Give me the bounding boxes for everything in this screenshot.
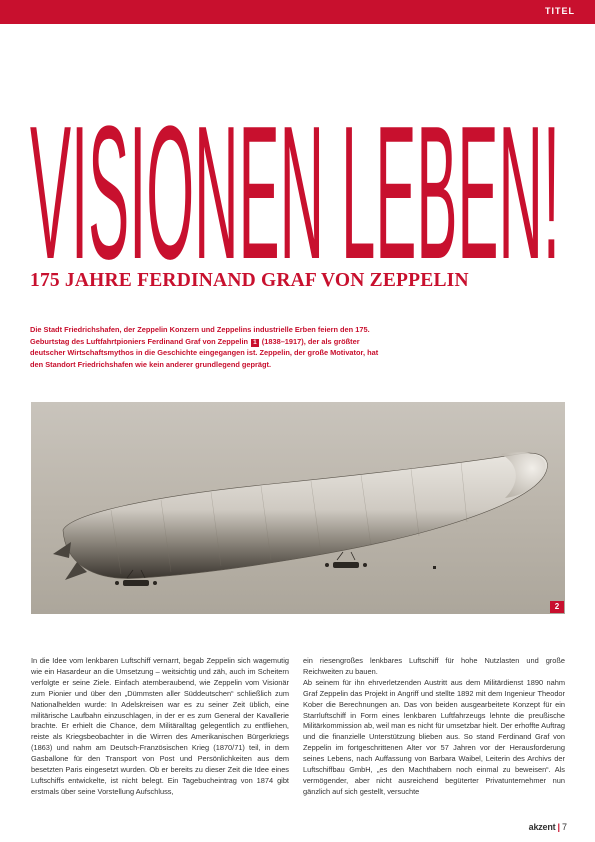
- header-bar: [0, 0, 595, 24]
- lead-text-1: Die Stadt Friedrichshafen, der Zeppelin Konzern und Zeppelins industrielle Erben feiern den 175. Geburtstag des Luftfahrtpioniers Ferdinand Graf von Zeppelin: [30, 325, 370, 346]
- page-number: 7: [561, 822, 567, 832]
- body-paragraph: ein riesengroßes lenkbares Luftschiff für hohe Nutzlasten und große Reichweiten zu bauen.: [303, 656, 565, 676]
- section-label: TITEL: [545, 6, 575, 16]
- body-column-right: [303, 656, 565, 798]
- headline: [30, 108, 570, 268]
- zeppelin-image: [31, 402, 565, 614]
- body-paragraph: Ab seinem für ihn ehrverletzenden Austritt aus dem Militärdienst 1890 nahm Graf Zeppelin das Projekt in Angriff und stellte 1892 mit dem Ingenieur Theodor Kober die Berechnungen an. Das von beiden ausgearbeitete Konzept für ein Starrluftschiff in Form eines lenkbaren Luftfahrzeugs lehnte die preußische Militärkommission ab, weil man es nicht für umsetzbar hielt. Der erhoffte Auftrag und die finanzielle Unterstützung blieben aus. So stand Ferdinand Graf von Zeppelin im fortgeschrittenen Alter vor 57 Jahren vor der Herausforderung seines Lebens, nach Auffassung von Barbara Waibel, Leiterin des Archivs der Luftschiffbau GmbH, „es den Machthabern noch einmal zu beweisen“. Als vermögender, aber nicht ausreichend begüterter Privatunternehmer nun gänzlich auf sich gestellt, versuchte: [303, 677, 565, 796]
- footer-separator: |: [557, 822, 560, 832]
- reference-badge: 1: [253, 338, 257, 346]
- lead-text-2: (1838–1917), der als größter deutscher Wirtschaftsmythos in die Geschichte eingegangen ist. Zeppelin, der große Motivator, hat den Standort Friedrichshafen wie kein anderer grundlegend geprägt.: [30, 336, 379, 369]
- magazine-brand: akzent: [528, 822, 556, 832]
- body-column-left: [31, 656, 289, 798]
- page-footer: [529, 822, 567, 832]
- subtitle: 175 JAHRE FERDINAND GRAF VON ZEPPELIN: [30, 270, 469, 291]
- zeppelin-photo: [31, 402, 565, 614]
- body-paragraph: In die Idee vom lenkbaren Luftschiff vernarrt, begab Zeppelin sich wagemutig wie ein Hasardeur an die Umsetzung – weitsichtig und zäh, auch im Scheitern verfolgte er seine Ziele. Einfach atemberaubend, wie Zeppelin vom Visionär zum Pionier und über den „Dümmsten aller Süddeutschen“ schließlich zum Nationalhelden wurde: In Adelskreisen war es zu seiner Zeit üblich, eine militärische Laufbahn einzuschlagen, in der er es zum General der Kavallerie brachte. Er erhielt die Chance, dem Militäralltag gelegentlich zu entfliehen, reiste als Kriegsbeobachter in die Wirren des Amerikanischen Bürgerkriegs (1863) und nahm am Deutsch-Französischen Krieg (1870/71) teil, in dem Gasballone für den Transport von Post und Persönlichkeiten aus dem besetzten Paris eingesetzt wurden. Ob er bereits zu dieser Zeit die Idee eines Luftschiffs entwickelte, ist nicht belegt. Ein Tagebucheintrag von 1874 gibt erstmals über seine Vorstellung Aufschluss,: [31, 656, 289, 796]
- lead-paragraph: [30, 324, 386, 370]
- headline-text: VISIONEN LEBEN!: [30, 108, 560, 268]
- photo-number-badge: 2: [550, 601, 564, 613]
